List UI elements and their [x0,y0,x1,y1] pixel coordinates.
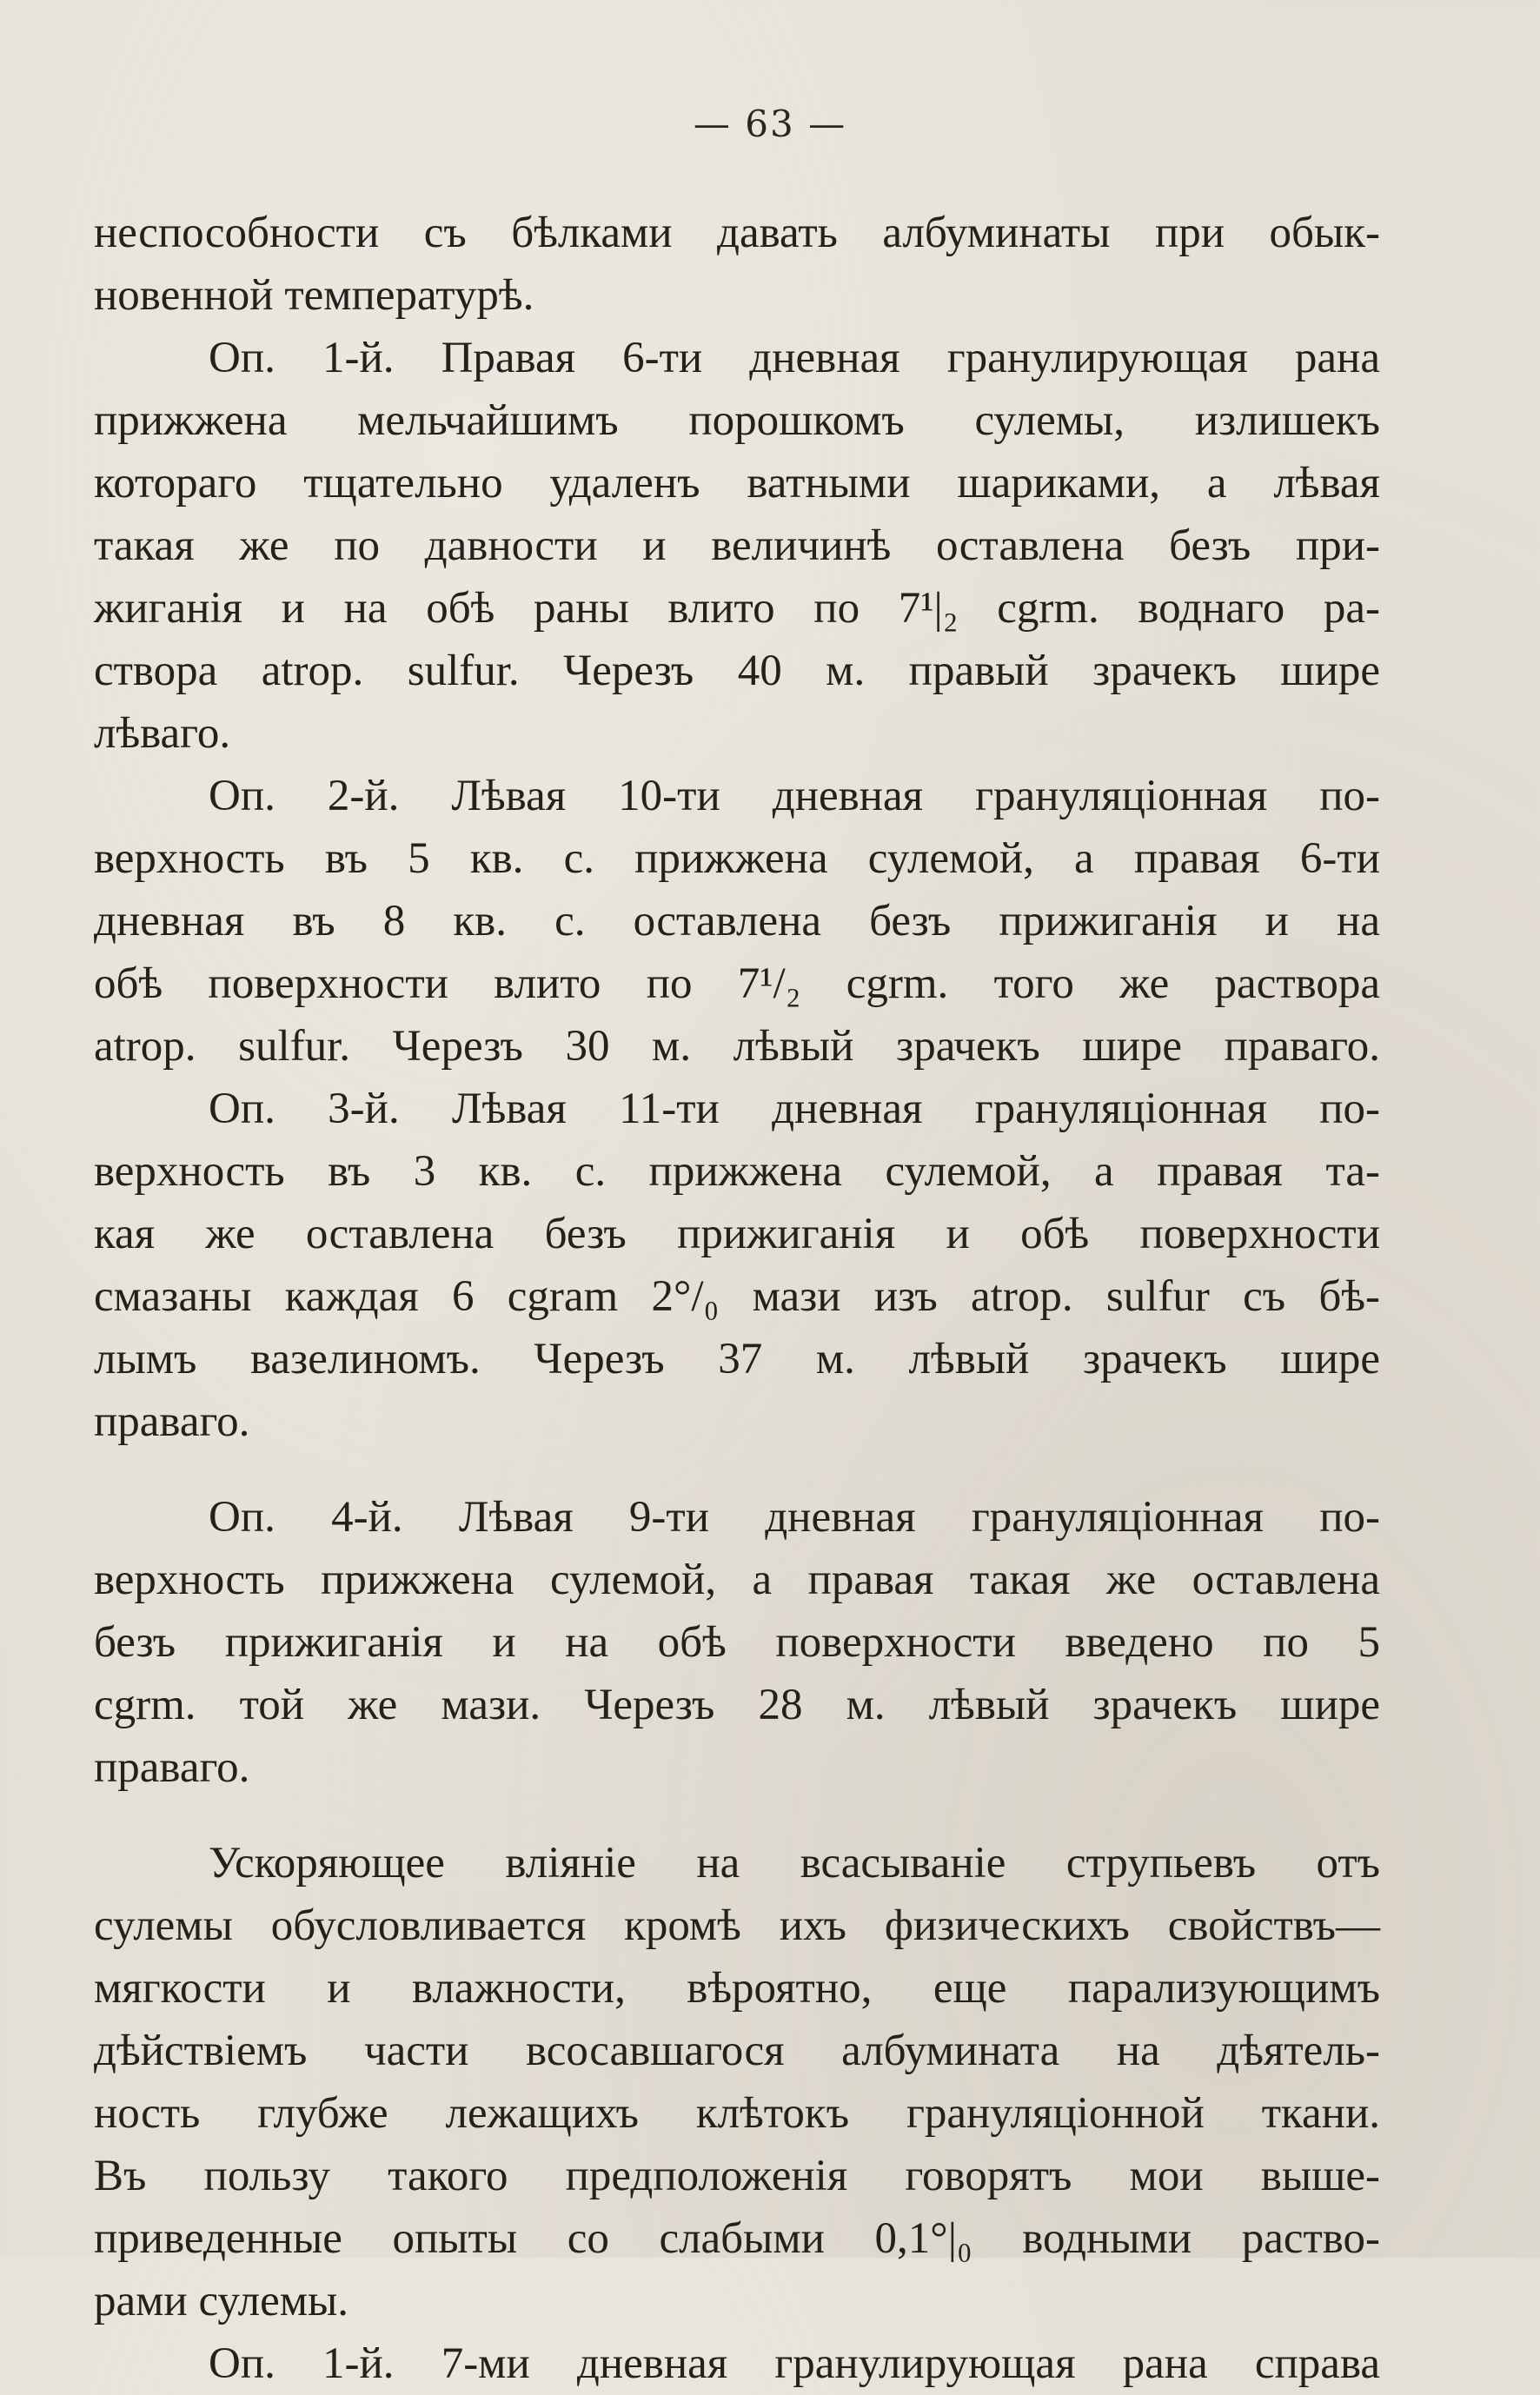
text-line: atrop. sulfur. Черезъ 30 м. лѣвый зрачекъ шире праваго. [94,1022,1380,1071]
text-line: верхность прижжена сулемой, а правая такая же оставлена [94,1556,1380,1604]
text-line: неспособности съ бѣлками давать албуминаты при обык- [94,209,1380,257]
text-line: обѣ поверхности влито по 7¹/₂ cgrm. того же раствора [94,959,1380,1008]
text-line: верхность въ 5 кв. с. прижжена сулемой, а правая 6-ти [94,834,1380,883]
paragraph [94,765,1380,1078]
text-line: дѣйствіемъ части всосавшагося албумината на дѣятель- [94,2027,1380,2075]
page-number: — 63 — [693,103,847,145]
text-line: дневная въ 8 кв. с. оставлена безъ прижиганія и на [94,897,1380,945]
paragraph [94,202,1380,327]
text-line: створа atrop. sulfur. Черезъ 40 м. правый зрачекъ шире [94,647,1380,695]
text-line: жиганія и на обѣ раны влито по 7¹|₂ cgrm. воднаго ра- [94,584,1380,633]
paragraph [94,1486,1380,1799]
text-line: сулемы обусловливается кромѣ ихъ физическихъ свойствъ— [94,1901,1380,1950]
text-line: лѣваго. [94,709,231,758]
text-line: Оп. 1-й. 7-ми дневная гранулирующая рана справа [209,2339,1380,2388]
text-line: смазаны каждая 6 cgram 2°/₀ мази изъ atrop. sulfur съ бѣ- [94,1272,1380,1321]
text-line: ность глубже лежащихъ клѣтокъ грануляціонной ткани. [94,2089,1380,2138]
text-line: верхность въ 3 кв. с. прижжена сулемой, а правая та- [94,1147,1380,1196]
text-line: безъ прижиганія и на обѣ поверхности введено по 5 [94,1618,1380,1667]
text-line: лымъ вазелиномъ. Черезъ 37 м. лѣвый зрачекъ шире [94,1335,1380,1383]
text-line: Оп. 1-й. Правая 6-ти дневная гранулирующая рана [209,334,1380,382]
text-line: приведенные опыты со слабыми 0,1°|₀ водными раство- [94,2214,1380,2263]
text-line: Въ пользу такого предположенія говорятъ мои выше- [94,2152,1380,2200]
text-line: праваго. [94,1743,250,1792]
paragraph [94,2332,1380,2395]
text-line: Оп. 2-й. Лѣвая 10-ти дневная грануляціонная по- [209,772,1380,820]
text-line: Оп. 4-й. Лѣвая 9-ти дневная грануляціонная по- [209,1493,1380,1542]
text-line: Ускоряющее вліяніе на всасываніе струпьевъ отъ [209,1839,1380,1887]
paragraph [94,327,1380,765]
text-line: новенной температурѣ. [94,271,534,320]
paragraph-gap [94,1799,1380,1832]
text-line: cgrm. той же мази. Черезъ 28 м. лѣвый зрачекъ шире [94,1681,1380,1729]
paragraph-gap [94,1453,1380,1486]
text-line: праваго. [94,1397,250,1446]
text-line: прижжена мельчайшимъ порошкомъ сулемы, излишекъ [94,396,1380,445]
text-line: кая же оставлена безъ прижиганія и обѣ поверхности [94,1210,1380,1258]
text-line: такая же по давности и величинѣ оставлена безъ при- [94,521,1380,570]
paragraph [94,1078,1380,1453]
text-line: Оп. 3-й. Лѣвая 11-ти дневная грануляціонная по- [209,1085,1380,1133]
text-line: рами сулемы. [94,2277,349,2325]
text-line: котораго тщательно удаленъ ватными шариками, а лѣвая [94,459,1380,508]
body-text [94,202,1380,2395]
text-line: мягкости и влажности, вѣроятно, еще парализующимъ [94,1964,1380,2013]
